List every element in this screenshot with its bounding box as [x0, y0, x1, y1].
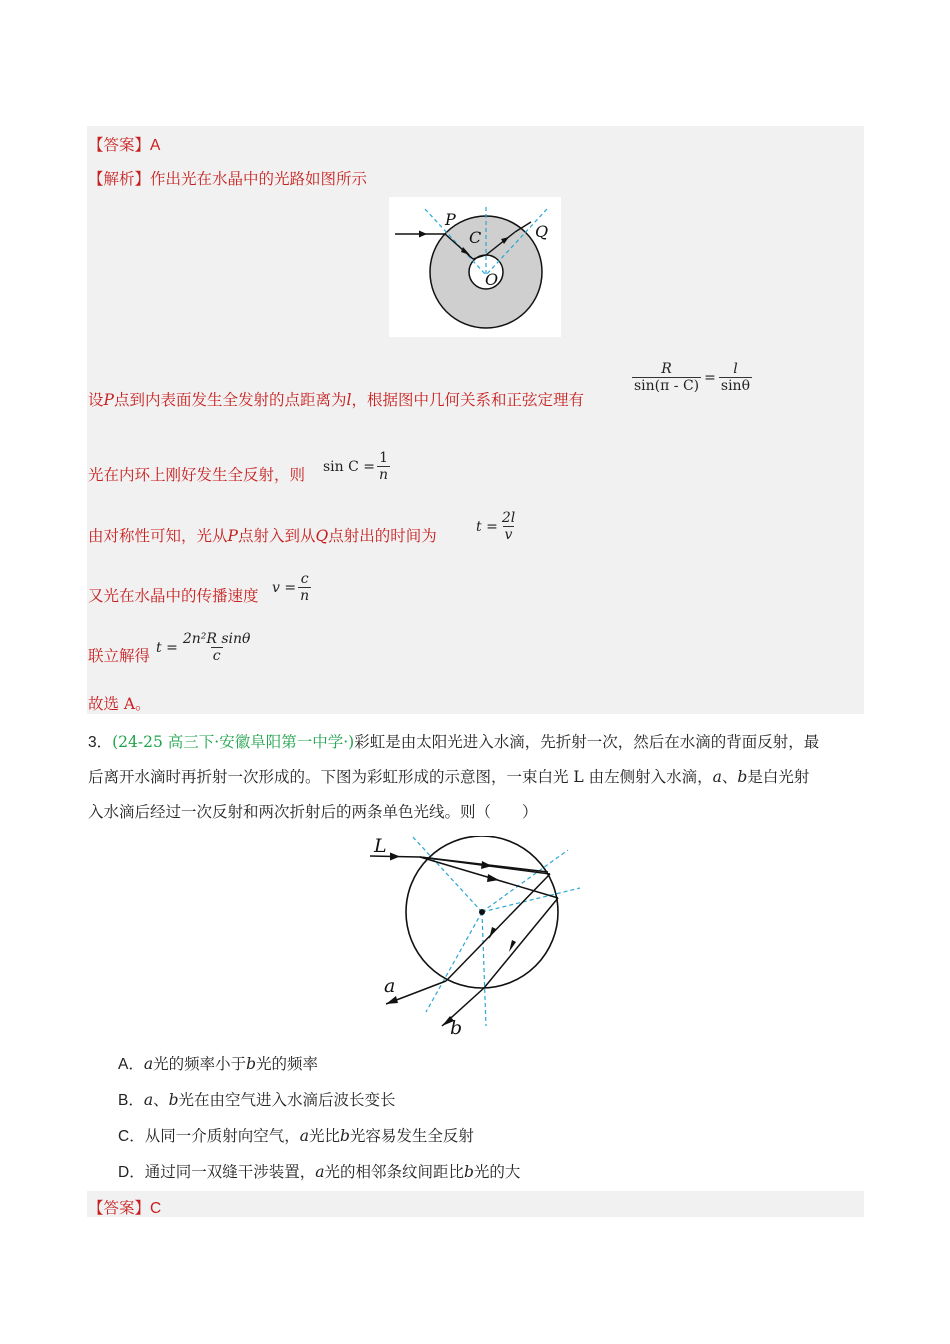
text-segment: 故选 A。	[88, 695, 151, 713]
stem-text: 后离开水滴时再折射一次形成的。下图为彩虹形成的示意图，一束白光 L 由左侧射入水滴，	[88, 768, 713, 786]
equation-sine-law	[632, 361, 752, 394]
denominator: sin(π - C)	[634, 378, 700, 395]
total-reflection-line	[88, 463, 305, 485]
ray-a: a	[299, 1127, 309, 1145]
equation-time	[476, 510, 517, 543]
option-text: 光的相邻条纹间距比	[324, 1163, 464, 1181]
option-a[interactable]	[118, 1052, 318, 1074]
denominator: v	[504, 527, 513, 544]
equation-left: v =	[272, 579, 297, 596]
fraction	[181, 631, 253, 664]
option-letter: D．	[118, 1164, 145, 1181]
ray-a: a	[143, 1091, 154, 1109]
answer-line-q3	[88, 1196, 161, 1218]
text-segment: 点射入到从	[237, 527, 316, 545]
option-text: 、	[153, 1091, 169, 1109]
ray-b: b	[463, 1163, 474, 1181]
equation-critical-angle	[323, 450, 390, 483]
numerator: 2l	[501, 510, 516, 526]
numerator: R	[661, 361, 672, 377]
numerator: 2n²R sinθ	[182, 631, 251, 647]
text-segment: ，根据图中几何关系和正弦定理有	[351, 391, 584, 409]
text-segment: 点到内表面发生全发射的点距离为	[113, 391, 347, 409]
ray-b: b	[168, 1091, 179, 1109]
choose-line	[88, 692, 151, 714]
fraction-left	[632, 361, 701, 394]
answer-value: A	[150, 137, 161, 154]
text-segment: 设	[88, 391, 104, 409]
fraction	[377, 450, 390, 483]
label-a: a	[384, 975, 396, 997]
analysis-line	[88, 167, 367, 189]
denominator: c	[212, 648, 221, 665]
label-O: O	[485, 270, 499, 289]
point-P: P	[103, 391, 114, 409]
fraction	[500, 510, 517, 543]
numerator: c	[300, 571, 309, 587]
option-letter: B．	[118, 1092, 144, 1109]
option-c[interactable]	[118, 1124, 474, 1146]
ray-a: a	[315, 1163, 325, 1181]
text-segment: 联立解得	[88, 647, 151, 665]
denominator: n	[379, 467, 389, 484]
denominator: n	[300, 588, 310, 605]
option-text: 光的频率小于	[153, 1055, 247, 1073]
ray-b: b	[737, 768, 748, 786]
speed-line	[88, 584, 259, 606]
equation-left: sin C =	[323, 458, 376, 475]
answer-label: 【答案】	[88, 136, 151, 154]
option-text: 光比	[308, 1127, 340, 1145]
solve-line	[88, 644, 150, 666]
point-P: P	[227, 527, 238, 545]
answer-panel-q3	[87, 1191, 864, 1217]
stem-text: 入水滴后经过一次反射和两次折射后的两条单色光线。则（ ）	[88, 803, 538, 821]
option-b[interactable]	[118, 1088, 396, 1110]
stem-text: 是白光射	[747, 768, 810, 786]
separator: 、	[721, 768, 738, 786]
option-text: 光在由空气进入水滴后波长变长	[178, 1091, 396, 1109]
equals-sign: =	[704, 369, 716, 386]
question-3-line-2	[88, 765, 809, 787]
analysis-intro: 作出光在水晶中的光路如图所示	[150, 170, 368, 188]
option-letter: A．	[118, 1056, 144, 1073]
source-tag: (24-25 高三下·安徽阜阳第一中学·)	[112, 733, 355, 751]
option-text: 通过同一双缝干涉装置，	[144, 1163, 316, 1181]
option-d[interactable]	[118, 1160, 520, 1182]
ray-a: a	[712, 768, 722, 786]
option-text: 从同一介质射向空气，	[144, 1127, 300, 1145]
equation-speed	[272, 571, 311, 604]
symmetry-line	[88, 524, 437, 546]
label-P: P	[445, 210, 456, 229]
ray-a: a	[143, 1055, 154, 1073]
geometry-line	[88, 388, 584, 410]
question-3-line-1	[88, 730, 819, 752]
fraction-right	[719, 361, 752, 394]
text-segment: 又光在水晶中的传播速度	[88, 587, 259, 605]
text-segment: 由对称性可知，光从	[88, 527, 228, 545]
question-number: 3．	[88, 734, 113, 751]
equation-result	[156, 631, 252, 664]
ray-b: b	[246, 1055, 257, 1073]
label-Q: Q	[535, 222, 549, 241]
analysis-label: 【解析】	[88, 170, 151, 188]
question-3-line-3	[88, 800, 538, 822]
numerator: 1	[379, 450, 388, 466]
option-text: 光的频率	[256, 1055, 319, 1073]
option-letter: C．	[118, 1128, 145, 1145]
equation-left: t =	[476, 518, 498, 535]
equation-left: t =	[156, 639, 178, 656]
stem-text: 彩虹是由太阳光进入水滴，先折射一次，然后在水滴的背面反射，最	[354, 733, 820, 751]
length-l: l	[346, 391, 352, 409]
option-text: 光容易发生全反射	[349, 1127, 474, 1145]
text-segment: 光在内环上刚好发生全反射，则	[88, 466, 306, 484]
answer-line	[88, 133, 160, 155]
answer-value: C	[150, 1200, 162, 1217]
raindrop-figure	[368, 836, 584, 1040]
option-text: 光的大	[473, 1163, 521, 1181]
point-Q: Q	[315, 527, 329, 545]
fraction	[298, 571, 311, 604]
text-segment: 点射出的时间为	[328, 527, 437, 545]
denominator: sinθ	[720, 378, 750, 395]
label-b: b	[450, 1017, 463, 1039]
crystal-figure	[389, 197, 561, 337]
numerator: l	[733, 361, 738, 377]
answer-label: 【答案】	[88, 1199, 151, 1217]
ray-b: b	[339, 1127, 350, 1145]
label-L: L	[374, 836, 387, 857]
label-C: C	[469, 228, 482, 247]
